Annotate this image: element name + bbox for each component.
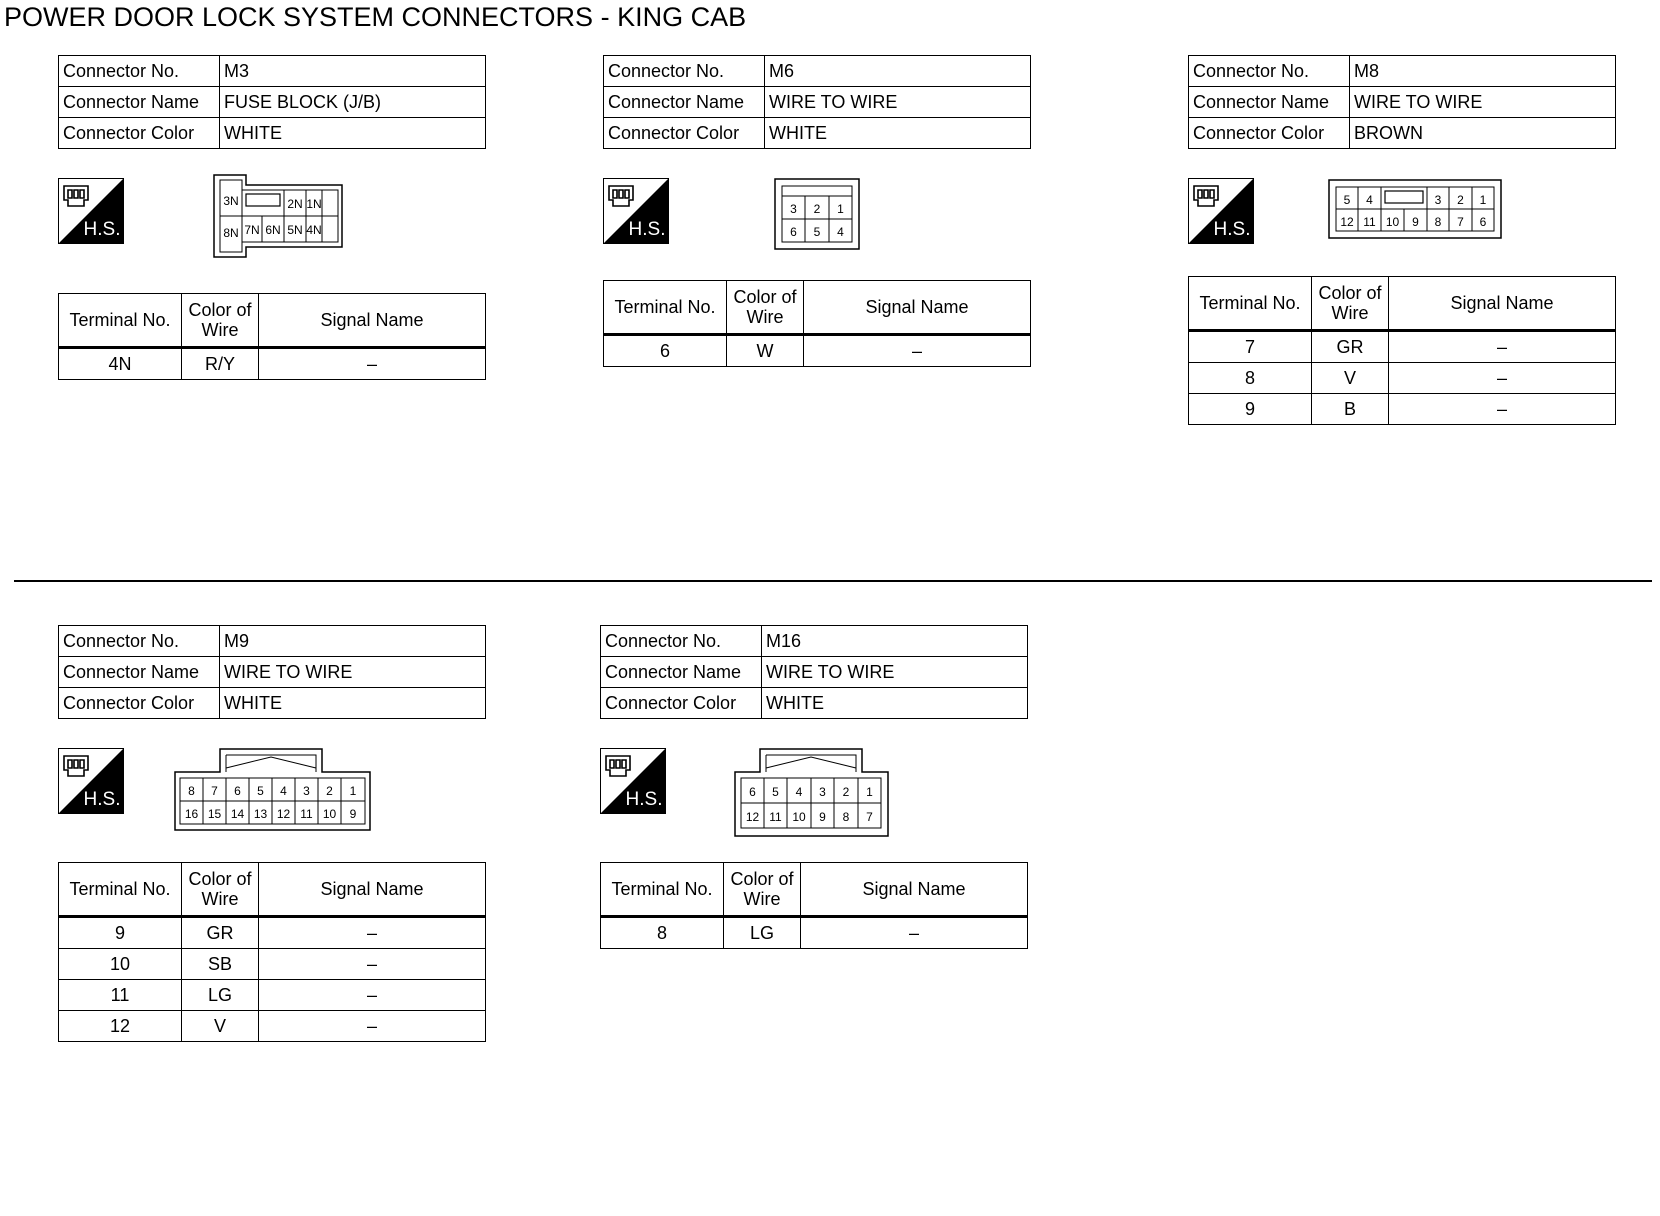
connector-name-value: WIRE TO WIRE bbox=[765, 87, 1031, 118]
pin-label: 10 bbox=[1385, 215, 1400, 229]
connector-name-value: WIRE TO WIRE bbox=[1350, 87, 1616, 118]
pin-label: 12 bbox=[276, 807, 291, 821]
pin-label: 5 bbox=[813, 225, 821, 239]
signal-cell: – bbox=[1389, 394, 1616, 425]
pin-label: 2N bbox=[287, 197, 303, 211]
pin-label: 7 bbox=[866, 810, 873, 824]
section-divider bbox=[14, 580, 1652, 582]
connector-m9-face bbox=[174, 748, 372, 832]
connector-no-value: M6 bbox=[765, 56, 1031, 87]
pin-label: 8N bbox=[223, 226, 239, 240]
pin-label: 6 bbox=[790, 225, 797, 239]
signal-cell: – bbox=[1389, 331, 1616, 363]
wire-color-cell: LG bbox=[182, 980, 259, 1011]
connector-color-label: Connector Color bbox=[1189, 118, 1350, 149]
signal-cell: – bbox=[259, 348, 486, 380]
pin-label: 8 bbox=[188, 784, 195, 798]
terminal-no-header: Terminal No. bbox=[1189, 277, 1312, 331]
pin-label: 2 bbox=[842, 785, 850, 799]
pin-label: 2 bbox=[326, 784, 333, 798]
connector-info-table bbox=[58, 55, 486, 149]
page-title: POWER DOOR LOCK SYSTEM CONNECTORS - KING CAB bbox=[4, 2, 747, 32]
connector-name-label: Connector Name bbox=[601, 657, 762, 688]
pin-label: 10 bbox=[792, 810, 806, 824]
pin-label: 7N bbox=[244, 223, 260, 237]
pin-label: 1 bbox=[866, 785, 873, 799]
connector-name-label: Connector Name bbox=[59, 657, 220, 688]
connector-no-label: Connector No. bbox=[1189, 56, 1350, 87]
pin-label: 3 bbox=[303, 784, 310, 798]
wire-color-cell: V bbox=[1312, 363, 1389, 394]
pin-label: 6 bbox=[1479, 215, 1487, 229]
pin-label: 8 bbox=[842, 810, 850, 824]
signal-name-header: Signal Name bbox=[259, 863, 486, 917]
table-row bbox=[59, 917, 486, 949]
hs-label: H.S. bbox=[83, 219, 121, 240]
wire-color-cell: GR bbox=[1312, 331, 1389, 363]
pin-label: 7 bbox=[1457, 215, 1464, 229]
connector-name-value: WIRE TO WIRE bbox=[762, 657, 1028, 688]
wire-color-cell: SB bbox=[182, 949, 259, 980]
pin-label: 4 bbox=[280, 784, 287, 798]
connector-color-label: Connector Color bbox=[601, 688, 762, 719]
connector-no-value: M8 bbox=[1350, 56, 1616, 87]
pin-label: 3 bbox=[790, 202, 797, 216]
connector-info-table bbox=[1188, 55, 1616, 149]
signal-cell: – bbox=[259, 980, 486, 1011]
pin-label: 9 bbox=[819, 810, 826, 824]
pin-label: 15 bbox=[207, 807, 222, 821]
color-of-wire-header: Color of Wire bbox=[1312, 277, 1389, 331]
table-row bbox=[59, 1011, 486, 1042]
signal-name-header: Signal Name bbox=[1389, 277, 1616, 331]
wire-color-cell: GR bbox=[182, 917, 259, 949]
connector-m16-face bbox=[734, 748, 890, 838]
hs-label: H.S. bbox=[625, 789, 663, 810]
color-of-wire-header: Color of Wire bbox=[182, 294, 259, 348]
signal-name-header: Signal Name bbox=[259, 294, 486, 348]
terminal-cell: 6 bbox=[604, 335, 727, 367]
signal-cell: – bbox=[259, 917, 486, 949]
pin-label: 3N bbox=[223, 194, 239, 208]
terminal-table-m9 bbox=[58, 862, 486, 1042]
connector-color-value: WHITE bbox=[220, 118, 486, 149]
connector-no-label: Connector No. bbox=[59, 56, 220, 87]
table-row bbox=[59, 949, 486, 980]
connector-name-label: Connector Name bbox=[59, 87, 220, 118]
hs-icon bbox=[600, 748, 666, 814]
pin-label: 1N bbox=[306, 197, 322, 211]
terminal-cell: 7 bbox=[1189, 331, 1312, 363]
connector-m9-block bbox=[58, 625, 486, 719]
connector-info-table bbox=[58, 625, 486, 719]
table-row bbox=[601, 917, 1028, 949]
signal-name-header: Signal Name bbox=[801, 863, 1028, 917]
terminal-cell: 4N bbox=[59, 348, 182, 380]
pin-label: 1 bbox=[1479, 193, 1487, 207]
pin-label: 11 bbox=[1363, 215, 1376, 229]
hs-label: H.S. bbox=[1213, 219, 1251, 240]
terminal-table-m6 bbox=[603, 280, 1031, 367]
signal-cell: – bbox=[801, 917, 1028, 949]
pin-label: 5 bbox=[1343, 193, 1351, 207]
table-row bbox=[604, 335, 1031, 367]
wire-color-cell: LG bbox=[724, 917, 801, 949]
connector-color-value: WHITE bbox=[220, 688, 486, 719]
pin-label: 9 bbox=[349, 807, 357, 821]
connector-color-value: BROWN bbox=[1350, 118, 1616, 149]
connector-no-label: Connector No. bbox=[601, 626, 762, 657]
terminal-cell: 8 bbox=[1189, 363, 1312, 394]
connector-no-label: Connector No. bbox=[59, 626, 220, 657]
terminal-cell: 8 bbox=[601, 917, 724, 949]
pin-label: 10 bbox=[322, 807, 337, 821]
terminal-no-header: Terminal No. bbox=[59, 863, 182, 917]
pin-label: 12 bbox=[1340, 215, 1354, 229]
wire-color-cell: B bbox=[1312, 394, 1389, 425]
pin-label: 4 bbox=[795, 785, 803, 799]
table-row bbox=[1189, 394, 1616, 425]
hs-icon bbox=[58, 748, 124, 814]
connector-m8-face bbox=[1328, 179, 1502, 241]
pin-label: 2 bbox=[1457, 193, 1464, 207]
terminal-cell: 12 bbox=[59, 1011, 182, 1042]
terminal-no-header: Terminal No. bbox=[601, 863, 724, 917]
pin-label: 3 bbox=[1434, 193, 1442, 207]
connector-color-value: WHITE bbox=[762, 688, 1028, 719]
connector-m8-block bbox=[1188, 55, 1616, 149]
signal-cell: – bbox=[259, 949, 486, 980]
wire-color-cell: R/Y bbox=[182, 348, 259, 380]
connector-name-label: Connector Name bbox=[1189, 87, 1350, 118]
pin-label: 5 bbox=[257, 784, 264, 798]
connector-m16-block bbox=[600, 625, 1028, 719]
pin-label: 8 bbox=[1434, 215, 1442, 229]
table-row bbox=[1189, 363, 1616, 394]
hs-label: H.S. bbox=[83, 789, 121, 810]
connector-m3-block bbox=[58, 55, 486, 149]
pin-label: 11 bbox=[300, 807, 313, 821]
terminal-no-header: Terminal No. bbox=[604, 281, 727, 335]
pin-label: 2 bbox=[813, 202, 821, 216]
pin-label: 1 bbox=[349, 784, 357, 798]
connector-no-value: M3 bbox=[220, 56, 486, 87]
pin-label: 3 bbox=[819, 785, 826, 799]
hs-icon bbox=[603, 178, 669, 244]
terminal-cell: 11 bbox=[59, 980, 182, 1011]
connector-no-label: Connector No. bbox=[604, 56, 765, 87]
connector-m6-block bbox=[603, 55, 1031, 149]
pin-label: 11 bbox=[769, 810, 782, 824]
pin-label: 6N bbox=[265, 223, 281, 237]
terminal-no-header: Terminal No. bbox=[59, 294, 182, 348]
connector-info-table bbox=[600, 625, 1028, 719]
pin-label: 5N bbox=[287, 223, 303, 237]
terminal-table-m8 bbox=[1188, 276, 1616, 425]
pin-label: 6 bbox=[234, 784, 241, 798]
pin-label: 5 bbox=[772, 785, 779, 799]
terminal-cell: 9 bbox=[1189, 394, 1312, 425]
pin-label: 7 bbox=[211, 784, 218, 798]
color-of-wire-header: Color of Wire bbox=[724, 863, 801, 917]
pin-label: 4 bbox=[1366, 193, 1373, 207]
connector-color-value: WHITE bbox=[765, 118, 1031, 149]
terminal-cell: 10 bbox=[59, 949, 182, 980]
terminal-cell: 9 bbox=[59, 917, 182, 949]
connector-name-value: WIRE TO WIRE bbox=[220, 657, 486, 688]
terminal-table-m16 bbox=[600, 862, 1028, 949]
connector-color-label: Connector Color bbox=[604, 118, 765, 149]
pin-label: 1 bbox=[837, 202, 844, 216]
signal-name-header: Signal Name bbox=[804, 281, 1031, 335]
pin-label: 12 bbox=[745, 810, 760, 824]
pin-label: 13 bbox=[253, 807, 268, 821]
pin-label: 16 bbox=[184, 807, 199, 821]
wire-color-cell: W bbox=[727, 335, 804, 367]
signal-cell: – bbox=[804, 335, 1031, 367]
table-row bbox=[1189, 331, 1616, 363]
connector-no-value: M9 bbox=[220, 626, 486, 657]
pin-label: 4 bbox=[837, 225, 844, 239]
pin-label: 14 bbox=[230, 807, 245, 821]
signal-cell: – bbox=[1389, 363, 1616, 394]
pin-label: 4N bbox=[306, 223, 322, 237]
hs-label: H.S. bbox=[628, 219, 666, 240]
pin-label: 9 bbox=[1412, 215, 1419, 229]
color-of-wire-header: Color of Wire bbox=[182, 863, 259, 917]
connector-name-label: Connector Name bbox=[604, 87, 765, 118]
connector-color-label: Connector Color bbox=[59, 118, 220, 149]
signal-cell: – bbox=[259, 1011, 486, 1042]
color-of-wire-header: Color of Wire bbox=[727, 281, 804, 335]
wire-color-cell: V bbox=[182, 1011, 259, 1042]
connector-info-table bbox=[603, 55, 1031, 149]
connector-m3-face bbox=[212, 175, 344, 259]
hs-icon bbox=[58, 178, 124, 244]
connector-m6-face bbox=[774, 178, 860, 250]
connector-no-value: M16 bbox=[762, 626, 1028, 657]
hs-icon bbox=[1188, 178, 1254, 244]
pin-label: 6 bbox=[749, 785, 756, 799]
terminal-table-m3 bbox=[58, 293, 486, 380]
connector-name-value: FUSE BLOCK (J/B) bbox=[220, 87, 486, 118]
table-row bbox=[59, 348, 486, 380]
connector-color-label: Connector Color bbox=[59, 688, 220, 719]
table-row bbox=[59, 980, 486, 1011]
